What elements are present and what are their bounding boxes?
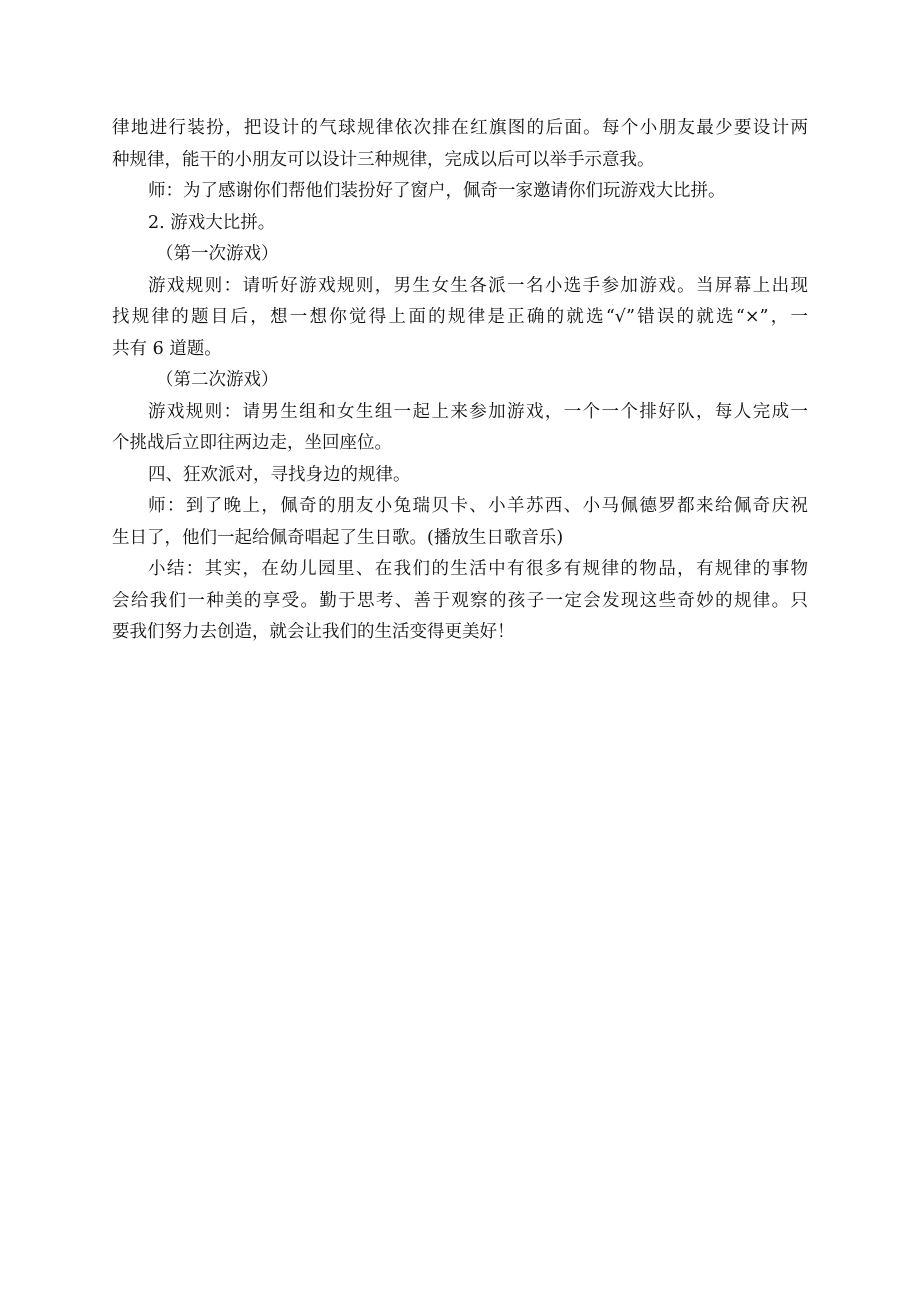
text-line: 四、狂欢派对，寻找身边的规律。	[148, 464, 411, 485]
text-line: 小结：其实，在幼儿园里、在我们的生活中有很多有规律的物品，有规律的事物	[148, 559, 808, 579]
paragraph-continuation	[112, 113, 808, 176]
text-line: 种规律，能干的小朋友可以设计三种规律，完成以后可以举手示意我。	[112, 149, 655, 170]
text-line: （第一次游戏）	[156, 244, 279, 264]
text-line: 共有 6 道题。	[112, 338, 222, 359]
text-line: 师：为了感谢你们帮他们装扮好了窗户，佩奇一家邀请你们玩游戏大比拼。	[148, 181, 726, 201]
paragraph-rules-second-game	[112, 397, 808, 460]
heading-game-competition	[112, 208, 808, 240]
text-line: 律地进行装扮，把设计的气球规律依次排在红旗图的后面。每个小朋友最少要设计两	[112, 118, 808, 138]
heading-section-four	[112, 460, 808, 492]
text-line: 要我们努力去创造，就会让我们的生活变得更美好！	[112, 622, 515, 642]
text-line: 生日了，他们一起给佩奇唱起了生日歌。(播放生日歌音乐)	[112, 527, 564, 548]
label-first-game	[112, 239, 808, 271]
text-line: 2. 游戏大比拼。	[148, 212, 276, 233]
text-line: 找规律的题目后，想一想你觉得上面的规律是正确的就选“√”错误的就选“×”，一	[112, 307, 808, 327]
text-line: （第二次游戏）	[156, 370, 279, 390]
label-second-game	[112, 365, 808, 397]
text-line: 游戏规则：请听好游戏规则，男生女生各派一名小选手参加游戏。当屏幕上出现	[148, 275, 808, 296]
paragraph-rules-first-game	[112, 271, 808, 366]
text-line: 师：到了晚上，佩奇的朋友小兔瑞贝卡、小羊苏西、小马佩德罗都来给佩奇庆祝	[148, 496, 808, 516]
paragraph-summary	[112, 554, 808, 649]
paragraph-teacher-evening	[112, 491, 808, 554]
text-line: 会给我们一种美的享受。勤于思考、善于观察的孩子一定会发现这些奇妙的规律。只	[112, 590, 808, 611]
text-line: 个挑战后立即往两边走，坐回座位。	[112, 433, 392, 453]
document-body	[112, 113, 808, 649]
text-line: 游戏规则：请男生组和女生组一起上来参加游戏，一个一个排好队，每人完成一	[148, 401, 808, 422]
paragraph-teacher-thanks	[112, 176, 808, 208]
